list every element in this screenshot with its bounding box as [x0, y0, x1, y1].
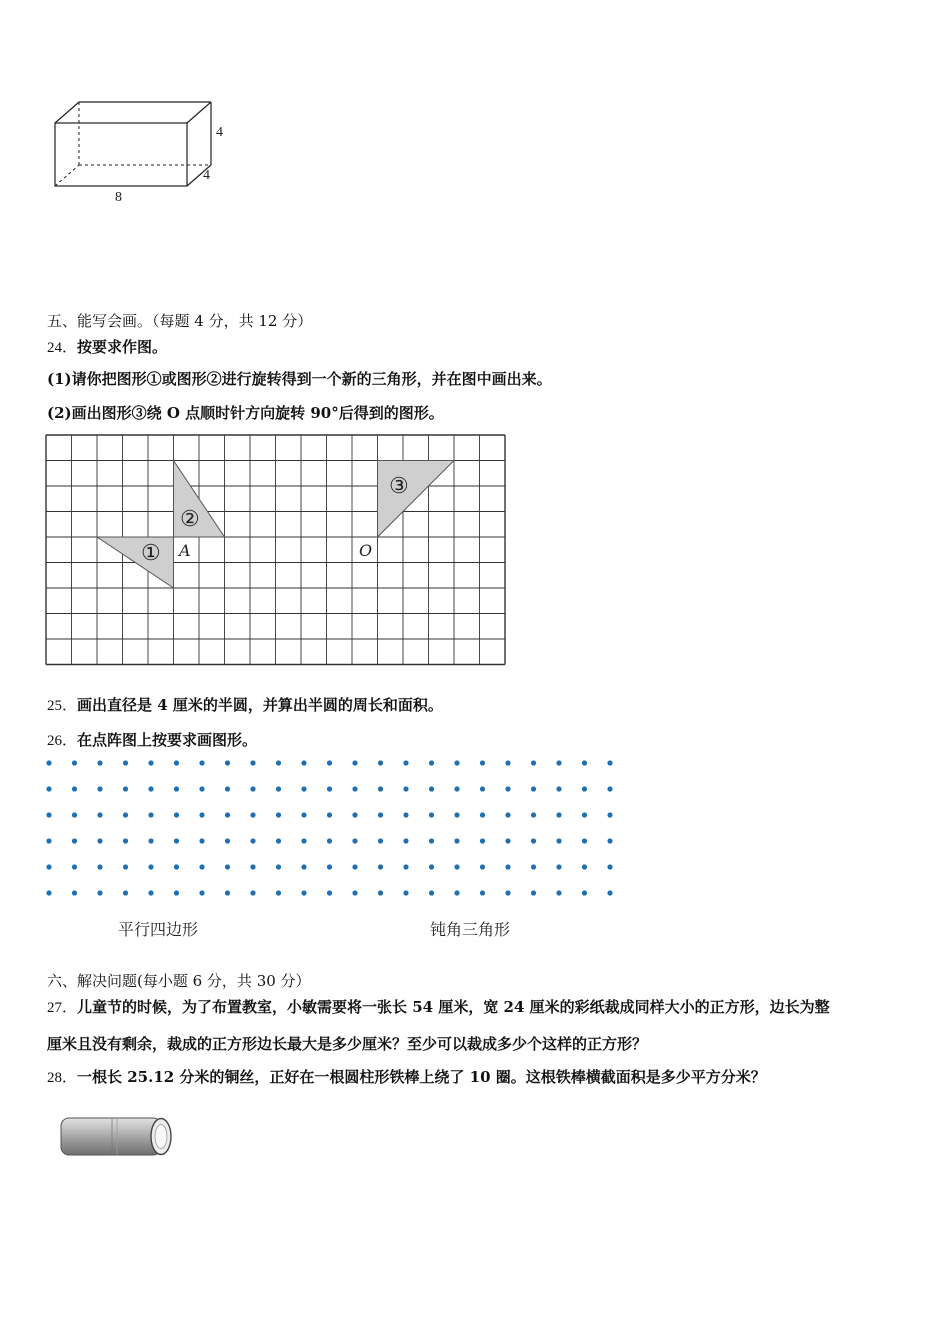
shape2-label: ②: [180, 507, 200, 532]
matrix-dot: [199, 786, 204, 791]
q26-number: 26．: [47, 733, 78, 749]
matrix-dot: [250, 760, 255, 765]
q24-text: 按要求作图。: [77, 338, 168, 356]
matrix-dot: [97, 864, 102, 869]
matrix-dot: [301, 812, 306, 817]
matrix-dot: [480, 838, 485, 843]
matrix-dot: [454, 812, 459, 817]
matrix-dot: [505, 760, 510, 765]
matrix-dot: [352, 890, 357, 895]
matrix-dot: [352, 786, 357, 791]
matrix-dot: [327, 760, 332, 765]
matrix-dot: [225, 864, 230, 869]
matrix-dot: [148, 760, 153, 765]
matrix-dot: [582, 864, 587, 869]
matrix-dot: [199, 760, 204, 765]
rotation-grid: [45, 434, 508, 668]
matrix-dot: [454, 760, 459, 765]
matrix-dot: [403, 812, 408, 817]
q24-part1: (1)请你把图形①或图形②进行旋转得到一个新的三角形，并在图中画出来。: [47, 370, 552, 388]
matrix-dot: [72, 864, 77, 869]
matrix-dot: [225, 890, 230, 895]
matrix-dot: [378, 760, 383, 765]
matrix-dot: [276, 838, 281, 843]
matrix-dot: [148, 890, 153, 895]
q24-line: [47, 337, 167, 358]
matrix-dot: [327, 786, 332, 791]
q28-text: 一根长 25.12 分米的铜丝，正好在一根圆柱形铁棒上绕了 10 圈。这根铁棒横截面积是多少平方分米？: [77, 1068, 766, 1086]
point-o-label: O: [359, 541, 373, 560]
matrix-dot: [531, 864, 536, 869]
q25-text: 画出直径是 4 厘米的半圆，并算出半圆的周长和面积。: [77, 696, 443, 714]
matrix-dot: [582, 812, 587, 817]
matrix-dot: [123, 812, 128, 817]
matrix-dot: [403, 864, 408, 869]
q27-line2: 厘米且没有剩余，裁成的正方形边长最大是多少厘米？至少可以裁成多少个这样的正方形？: [47, 1035, 648, 1053]
matrix-dot: [480, 812, 485, 817]
q26-line: [47, 730, 257, 751]
matrix-dot: [480, 760, 485, 765]
q27-number: 27．: [47, 1000, 78, 1016]
matrix-dot: [123, 890, 128, 895]
cuboid-length-label: 8: [115, 190, 122, 205]
matrix-dot: [505, 890, 510, 895]
matrix-dot: [505, 864, 510, 869]
matrix-dot: [531, 786, 536, 791]
q28-line: [47, 1067, 766, 1088]
matrix-dot: [225, 812, 230, 817]
matrix-dot: [199, 812, 204, 817]
matrix-dot: [327, 812, 332, 817]
matrix-dot: [556, 890, 561, 895]
matrix-dot: [403, 838, 408, 843]
matrix-dot: [174, 890, 179, 895]
matrix-dot: [97, 812, 102, 817]
dot-label-parallelogram: 平行四边形: [118, 920, 199, 939]
matrix-dot: [505, 812, 510, 817]
matrix-dot: [403, 760, 408, 765]
matrix-dot: [556, 812, 561, 817]
matrix-dot: [607, 760, 612, 765]
matrix-dot: [378, 786, 383, 791]
matrix-dot: [480, 786, 485, 791]
matrix-dot: [276, 786, 281, 791]
matrix-dot: [250, 786, 255, 791]
matrix-dot: [378, 890, 383, 895]
q28-number: 28．: [47, 1070, 78, 1086]
q26-text: 在点阵图上按要求画图形。: [77, 731, 258, 749]
matrix-dot: [123, 864, 128, 869]
matrix-dot: [352, 864, 357, 869]
matrix-dot: [199, 838, 204, 843]
cuboid-height-label: 4: [216, 125, 223, 140]
matrix-dot: [531, 890, 536, 895]
matrix-dot: [199, 864, 204, 869]
matrix-dot: [582, 786, 587, 791]
matrix-dot: [505, 786, 510, 791]
matrix-dot: [46, 890, 51, 895]
matrix-dot: [607, 786, 612, 791]
matrix-dot: [301, 838, 306, 843]
matrix-dot: [174, 864, 179, 869]
matrix-dot: [301, 786, 306, 791]
matrix-dot: [531, 838, 536, 843]
matrix-dot: [454, 786, 459, 791]
matrix-dot: [378, 864, 383, 869]
dot-label-obtuse-triangle: 钝角三角形: [430, 920, 511, 939]
matrix-dot: [123, 760, 128, 765]
matrix-dot: [352, 812, 357, 817]
shape3-label: ③: [389, 474, 409, 499]
matrix-dot: [352, 760, 357, 765]
matrix-dot: [454, 864, 459, 869]
iron-rod-illustration: [57, 1114, 177, 1166]
matrix-dot: [454, 890, 459, 895]
matrix-dot: [250, 838, 255, 843]
matrix-dot: [97, 890, 102, 895]
matrix-dot: [607, 838, 612, 843]
point-a-label: A: [179, 541, 191, 560]
matrix-dot: [199, 890, 204, 895]
cuboid-figure: [50, 98, 230, 208]
matrix-dot: [46, 838, 51, 843]
matrix-dot: [46, 864, 51, 869]
matrix-dot: [174, 786, 179, 791]
matrix-dot: [301, 760, 306, 765]
matrix-dot: [250, 812, 255, 817]
matrix-dot: [72, 786, 77, 791]
matrix-dot: [556, 786, 561, 791]
matrix-dot: [480, 864, 485, 869]
matrix-dot: [327, 890, 332, 895]
q24-number: 24．: [47, 340, 78, 356]
matrix-dot: [429, 812, 434, 817]
matrix-dot: [148, 864, 153, 869]
section5-heading: 五、能写会画。（每题 4 分，共 12 分）: [47, 312, 313, 330]
section6-heading: 六、解决问题(每小题 6 分，共 30 分）: [47, 972, 311, 990]
matrix-dot: [429, 864, 434, 869]
matrix-dot: [403, 786, 408, 791]
matrix-dot: [148, 786, 153, 791]
q25-line: [47, 695, 443, 716]
matrix-dot: [225, 786, 230, 791]
matrix-dot: [378, 812, 383, 817]
matrix-dot: [327, 838, 332, 843]
matrix-dot: [531, 812, 536, 817]
matrix-dot: [276, 890, 281, 895]
matrix-dot: [174, 812, 179, 817]
matrix-dot: [97, 760, 102, 765]
matrix-dot: [250, 890, 255, 895]
q24-part2: (2)画出图形③绕 O 点顺时针方向旋转 90°后得到的图形。: [47, 404, 444, 422]
matrix-dot: [582, 890, 587, 895]
matrix-dot: [276, 760, 281, 765]
matrix-dot: [505, 838, 510, 843]
matrix-dot: [429, 838, 434, 843]
matrix-dot: [301, 864, 306, 869]
matrix-dot: [556, 864, 561, 869]
matrix-dot: [531, 760, 536, 765]
matrix-dot: [46, 786, 51, 791]
matrix-dot: [429, 890, 434, 895]
matrix-dot: [607, 812, 612, 817]
matrix-dot: [582, 838, 587, 843]
matrix-dot: [72, 760, 77, 765]
matrix-dot: [225, 838, 230, 843]
q25-number: 25．: [47, 698, 78, 714]
q27-text-line1: 儿童节的时候，为了布置教室，小敏需要将一张长 54 厘米，宽 24 厘米的彩纸裁成同样大小的正方形，边长为整: [77, 998, 830, 1016]
matrix-dot: [276, 864, 281, 869]
matrix-dot: [250, 864, 255, 869]
shape1-label: ①: [141, 541, 161, 566]
matrix-dot: [97, 838, 102, 843]
matrix-dot: [429, 786, 434, 791]
matrix-dot: [46, 760, 51, 765]
matrix-dot: [556, 838, 561, 843]
matrix-dot: [378, 838, 383, 843]
matrix-dot: [148, 838, 153, 843]
matrix-dot: [480, 890, 485, 895]
matrix-dot: [301, 890, 306, 895]
matrix-dot: [327, 864, 332, 869]
matrix-dot: [174, 760, 179, 765]
matrix-dot: [46, 812, 51, 817]
matrix-dot: [352, 838, 357, 843]
dot-matrix: [40, 755, 620, 905]
matrix-dot: [429, 760, 434, 765]
matrix-dot: [123, 786, 128, 791]
cuboid-depth-label: 4: [203, 168, 210, 183]
matrix-dot: [607, 890, 612, 895]
q27-line1: [47, 997, 830, 1018]
matrix-dot: [72, 812, 77, 817]
matrix-dot: [72, 890, 77, 895]
matrix-dot: [403, 890, 408, 895]
matrix-dot: [454, 838, 459, 843]
matrix-dot: [72, 838, 77, 843]
matrix-dot: [225, 760, 230, 765]
matrix-dot: [174, 838, 179, 843]
matrix-dot: [276, 812, 281, 817]
matrix-dot: [148, 812, 153, 817]
matrix-dot: [607, 864, 612, 869]
matrix-dot: [556, 760, 561, 765]
matrix-dot: [582, 760, 587, 765]
matrix-dot: [123, 838, 128, 843]
matrix-dot: [97, 786, 102, 791]
